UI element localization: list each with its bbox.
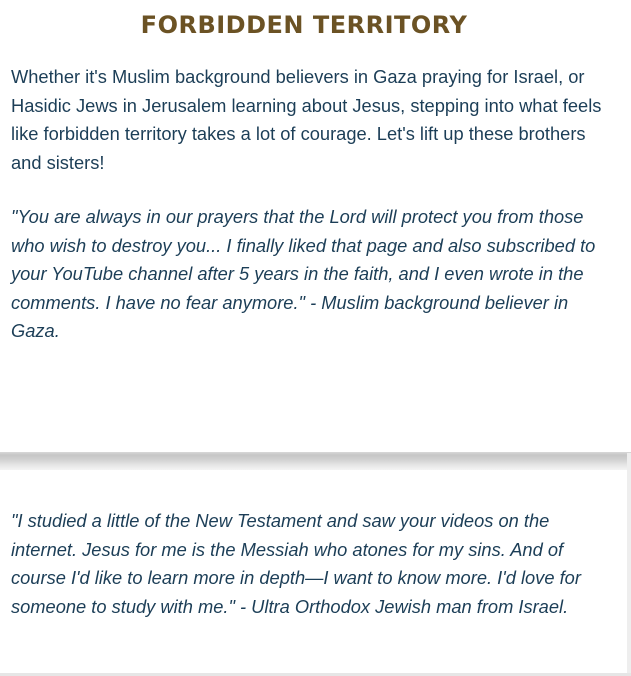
testimony-quote-israel: "I studied a little of the New Testament and saw your videos on the internet. Jesus for me is the Messiah who atones for my sins. And of course I'd like to learn more in depth—I want to know more. I'd love for someone to study with me." - Ultra Orthodox Jewish man from Israel.: [11, 510, 581, 617]
page-title: FORBIDDEN TERRITORY: [140, 11, 468, 39]
intro-paragraph: Whether it's Muslim background believers in Gaza praying for Israel, or Hasidic Jews in Jerusalem learning about Jesus, stepping into what feels like forbidden territory takes a lot of courage. Let's lift up these brothers and sisters!: [11, 66, 602, 173]
divider-edge: [627, 453, 631, 676]
testimony-quote-gaza: "You are always in our prayers that the Lord will protect you from those who wish to destroy you... I finally liked that page and also subscribed to your YouTube channel after 5 years in the faith, and I even wrote in the comments. I have no fear anymore." - Muslim background believer in Gaza.: [11, 206, 596, 341]
section-divider: [0, 452, 631, 470]
